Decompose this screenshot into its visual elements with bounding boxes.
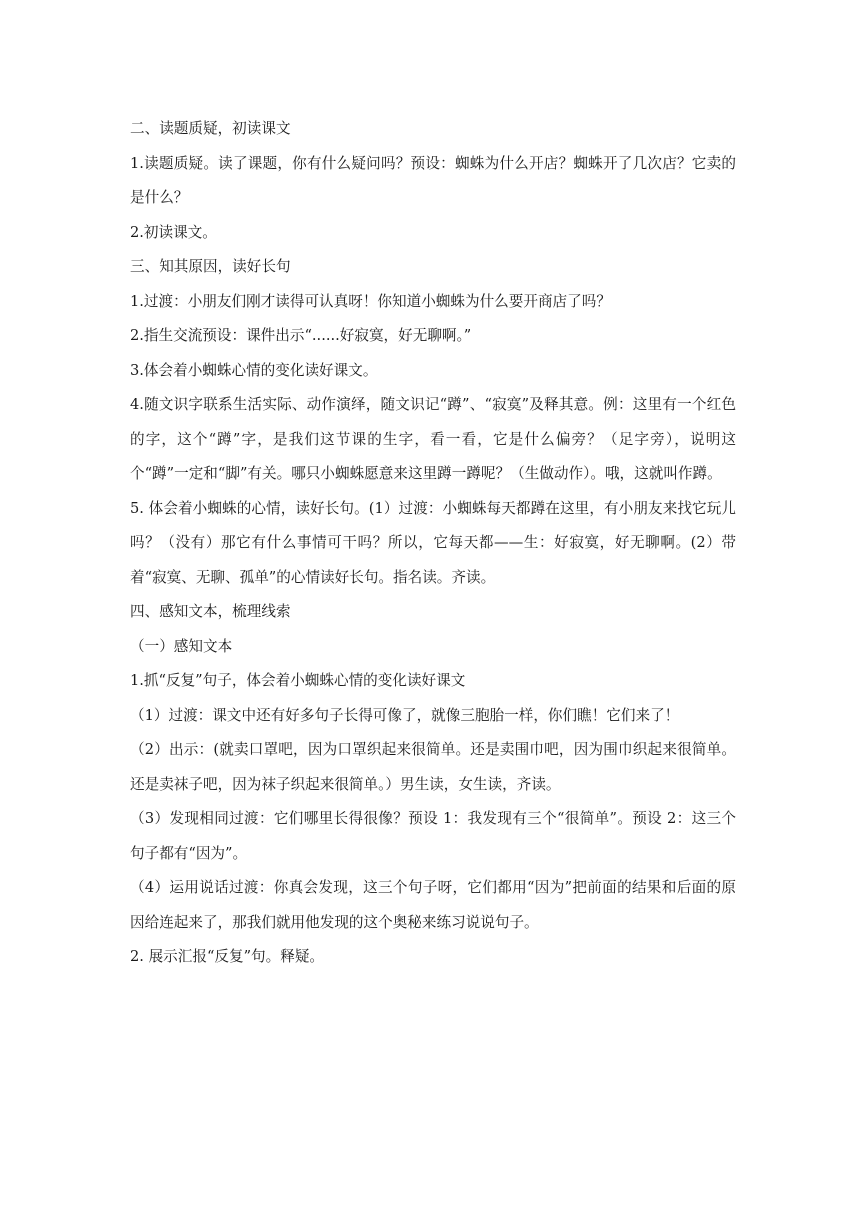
subsection-heading: （一）感知文本	[130, 637, 233, 655]
paragraph: （3）发现相同过渡：它们哪里长得很像？预设 1：我发现有三个“很简单”。预设 2：这三个句子都有“因为”。	[130, 810, 736, 862]
paragraph: 1.过渡：小朋友们刚才读得可认真呀！你知道小蜘蛛为什么要开商店了吗？	[130, 292, 611, 310]
section-heading-2: 二、读题质疑，初读课文	[130, 120, 291, 137]
paragraph: 1.抓“反复”句子，体会着小蜘蛛心情的变化读好课文	[130, 672, 466, 689]
paragraph: （4）运用说话过渡：你真会发现，这三个句子呀，它们都用“因为”把前面的结果和后面的原因给连起来了，那我们就用他发现的这个奥秘来练习说说句子。	[130, 879, 736, 931]
section-heading-3: 三、知其原因，读好长句	[130, 258, 291, 275]
paragraph: 5. 体会着小蜘蛛的心情，读好长句。(1）过渡：小蜘蛛每天都蹲在这里，有小朋友来找它玩儿吗？（没有）那它有什么事情可干吗？所以，它每天都——生：好寂寞，好无聊啊。(2）带着“寂寞、无聊、孤单”的心情读好长句。指名读。齐读。	[130, 499, 736, 586]
paragraph: 2.初读课文。	[130, 223, 217, 241]
paragraph: 2.指生交流预设：课件出示“......好寂寞，好无聊啊。”	[130, 327, 472, 344]
section-heading-4: 四、感知文本，梳理线索	[130, 603, 291, 620]
paragraph: （1）过渡：课文中还有好多句子长得可像了，就像三胞胎一样，你们瞧！它们来了！	[130, 706, 680, 724]
paragraph: 2. 展示汇报“反复”句。释疑。	[130, 948, 325, 965]
paragraph: 4.随文识字联系生活实际、动作演绎，随文识记“蹲”、“寂寞”及释其意。例：这里有一个红色的字，这个“蹲”字，是我们这节课的生字，看一看，它是什么偏旁？（足字旁），说明这个“蹲”一定和“脚”有关。哪只小蜘蛛愿意来这里蹲一蹲呢？（生做动作）。哦，这就叫作蹲。	[130, 396, 736, 482]
paragraph: （2）出示：(就卖口罩吧，因为口罩织起来很简单。还是卖围巾吧，因为围巾织起来很简单。还是卖袜子吧，因为袜子织起来很简单。）男生读，女生读，齐读。	[130, 741, 736, 793]
paragraph: 1.读题质疑。读了课题，你有什么疑问吗？预设：蜘蛛为什么开店？蜘蛛开了几次店？它卖的是什么？	[130, 154, 736, 206]
document-page	[130, 112, 736, 975]
paragraph: 3.体会着小蜘蛛心情的变化读好课文。	[130, 361, 378, 379]
